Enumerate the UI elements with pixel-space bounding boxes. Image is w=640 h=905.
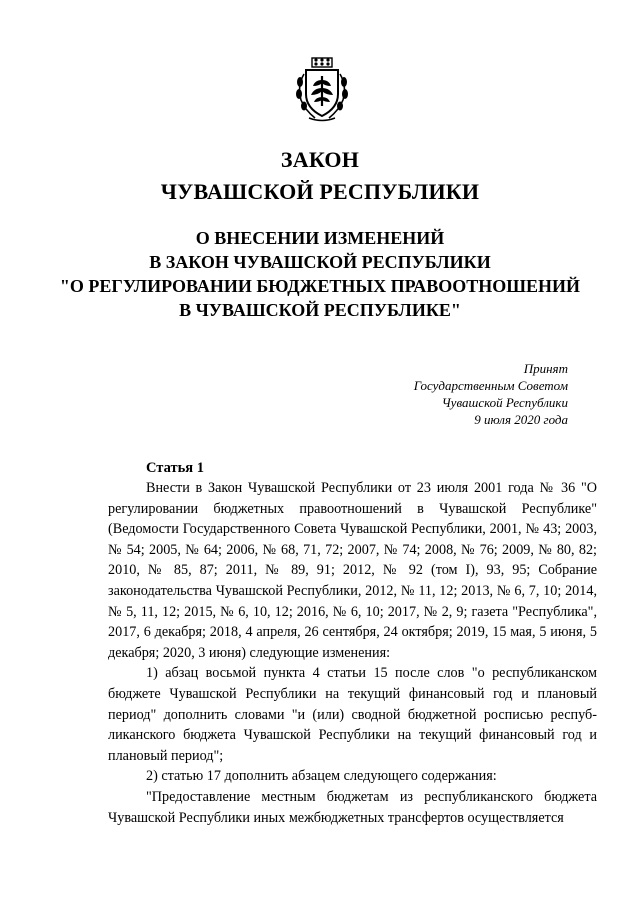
adoption-line: Чувашской Республики xyxy=(441,395,568,410)
article-body xyxy=(108,478,597,828)
law-title-republic: ЧУВАШСКОЙ РЕСПУБЛИКИ xyxy=(160,179,480,204)
law-subject xyxy=(0,226,640,322)
adoption-line: Принят xyxy=(523,361,568,376)
chuvash-coat-of-arms-icon xyxy=(295,56,349,124)
subject-line: "О РЕГУЛИРОВАНИИ БЮДЖЕТНЫХ ПРАВООТНОШЕНИЙ xyxy=(59,276,581,296)
subject-line: О ВНЕСЕНИИ ИЗМЕНЕНИЙ xyxy=(195,228,445,248)
law-title: ЗАКОН xyxy=(280,147,360,172)
article-paragraph: "Предоставление местным бюджетам из республиканского бюджета Чувашской Республики иных межбюджетных трансфертов осуществляется xyxy=(108,788,597,826)
article-paragraph: 1) абзац восьмой пункта 4 статьи 15 после слов "о республиканском бюджете Чувашской Республики на текущий финансовый год и плановый период" дополнить словами "и (или) сводной бюджетной росписью республиканского бюджета Чувашской Республики на текущий финансовый год и плановый период"; xyxy=(108,665,597,764)
adoption-date: 9 июля 2020 года xyxy=(474,412,568,427)
adoption-note xyxy=(414,360,568,428)
subject-line: В ЗАКОН ЧУВАШСКОЙ РЕСПУБЛИКИ xyxy=(149,252,491,272)
adoption-line: Государственным Советом xyxy=(413,378,568,393)
article-paragraph: 2) статью 17 дополнить абзацем следующего содержания: xyxy=(146,768,497,785)
article-paragraph: Внести в Закон Чувашской Республики от 23 июля 2001 года № 36 "О регулировании бюджетных правоотношений в Чувашской Республике" (Ведомости Государственного Совета Чувашской Республики, 2001, № 43; 2003, № 54; 2005, № 64; 2006, № 68, 71, 72; 2007, № 74; 2008, № 76; 2009, № 80, 82; 2010, № 85, 87; 2011, № 89, 91; 2012, № 92 (том I), 93, 95; Собрание законодательства Чувашской Республики, 2012, № 11, 12; 2013, № 6, 7, 10; 2014, № 5, 11, 12; 2015, № 6, 10, 12; 2016, № 6, 10; 2017, № 2, 9; газета "Республика", 2017, 6 декабря; 2018, 4 апреля, 26 сентября, 24 октября; 2019, 15 мая, 5 июня, 5 декабря; 2020, 3 июня) следующие изменения: xyxy=(108,480,597,661)
article-heading: Статья 1 xyxy=(146,460,204,476)
subject-line: В ЧУВАШСКОЙ РЕСПУБЛИКЕ" xyxy=(179,300,461,320)
